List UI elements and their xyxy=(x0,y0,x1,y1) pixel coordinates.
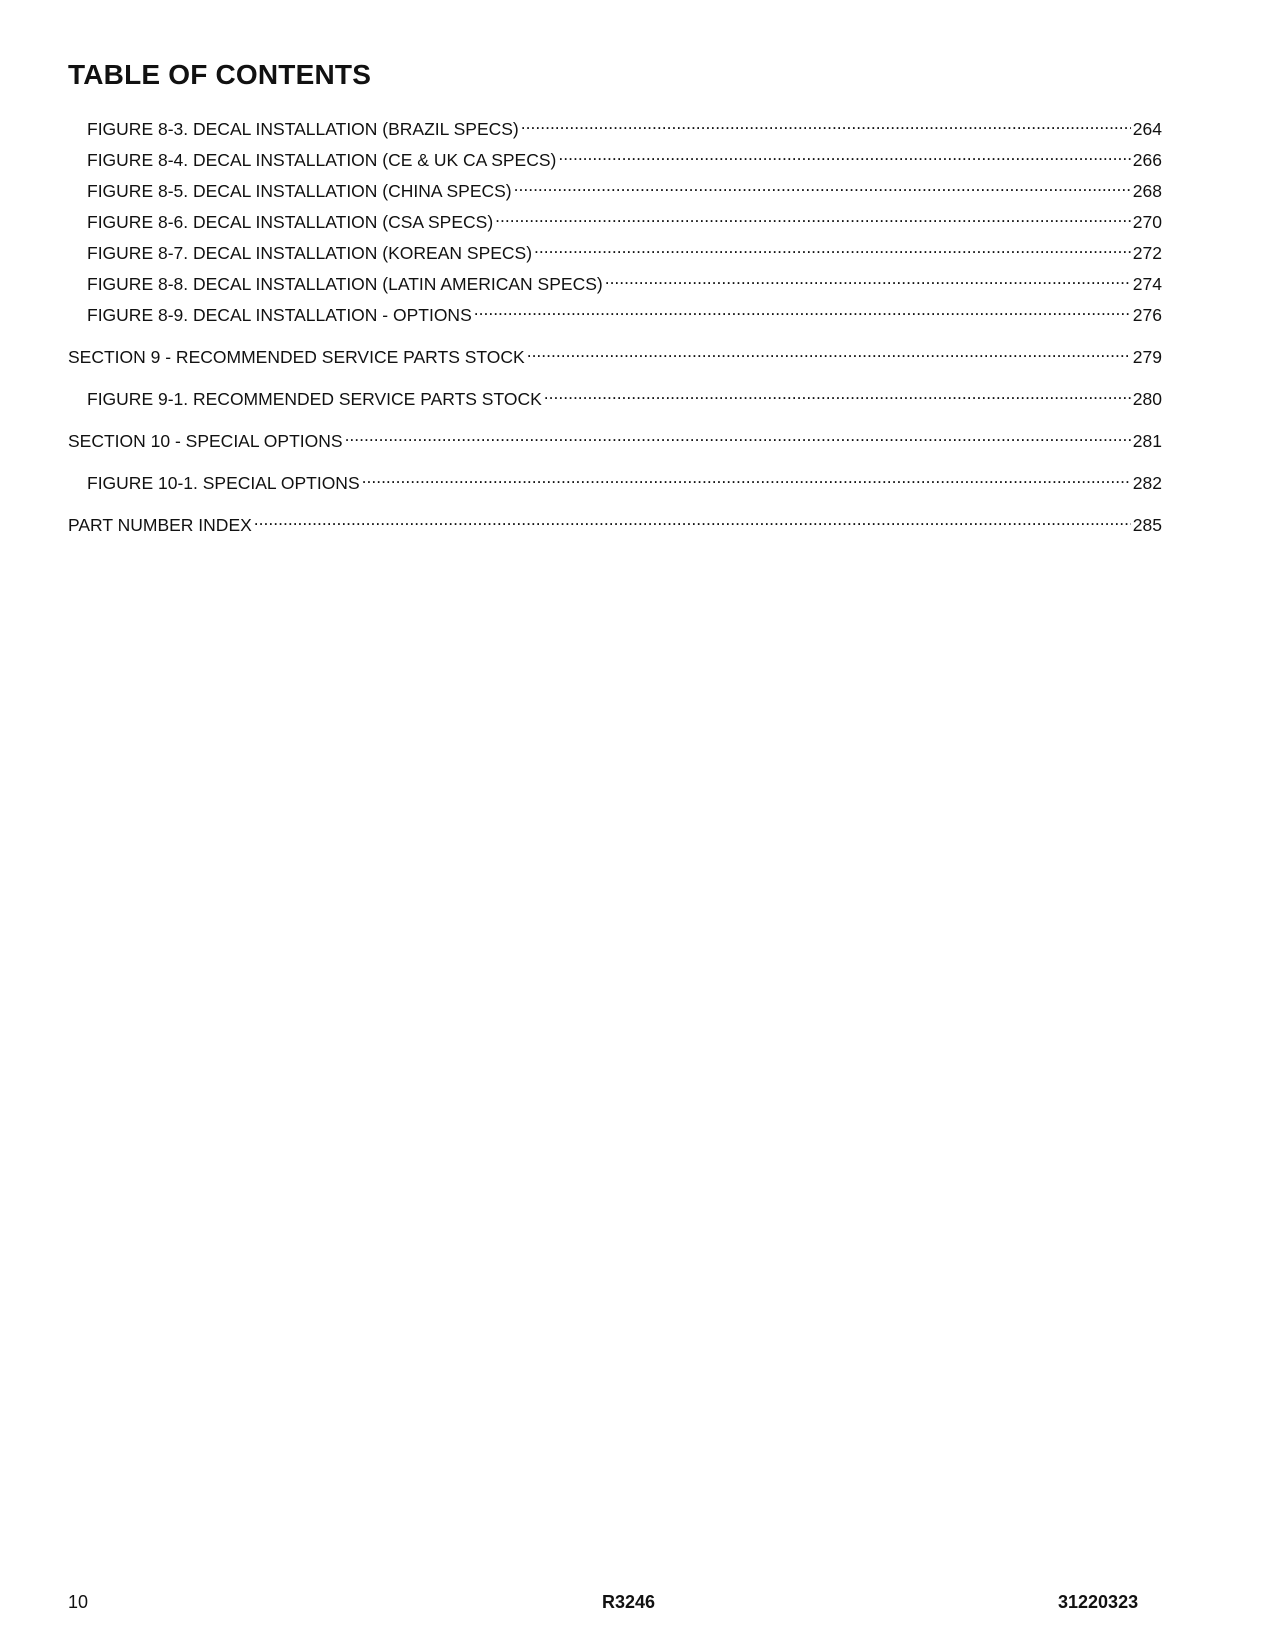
toc-entry-label: FIGURE 9-1. RECOMMENDED SERVICE PARTS STOCK xyxy=(87,389,542,409)
toc-entry-page: 266 xyxy=(1132,150,1162,170)
toc-dot-leader xyxy=(605,268,1131,290)
toc-dot-leader xyxy=(474,299,1131,321)
toc-entry-label: FIGURE 10-1. SPECIAL OPTIONS xyxy=(87,473,360,493)
toc-entry-label: FIGURE 8-3. DECAL INSTALLATION (BRAZIL SPECS) xyxy=(87,119,519,139)
page-title: TABLE OF CONTENTS xyxy=(68,59,372,90)
toc-entry-page: 282 xyxy=(1132,473,1162,493)
toc-dot-leader xyxy=(521,113,1131,135)
toc-entry-page: 279 xyxy=(1132,347,1162,367)
toc-entry-label: SECTION 9 - RECOMMENDED SERVICE PARTS STOCK xyxy=(68,347,525,367)
toc-entry-page: 281 xyxy=(1132,431,1162,451)
toc-entry-page: 274 xyxy=(1132,274,1162,294)
toc-entry-page: 280 xyxy=(1132,389,1162,409)
toc-section-entry[interactable] xyxy=(68,509,1162,535)
toc-dot-leader xyxy=(527,341,1131,363)
toc-dot-leader xyxy=(514,175,1131,197)
toc-entry-label: PART NUMBER INDEX xyxy=(68,515,252,535)
toc-entry[interactable] xyxy=(87,299,1162,325)
toc-entry[interactable] xyxy=(87,467,1162,493)
toc-dot-leader xyxy=(345,425,1131,447)
toc-entry[interactable] xyxy=(87,206,1162,232)
toc-section-entry[interactable] xyxy=(68,425,1162,451)
toc-entry-page: 276 xyxy=(1132,305,1162,325)
toc-dot-leader xyxy=(362,467,1131,489)
toc-dot-leader xyxy=(558,144,1130,166)
toc-entry-page: 270 xyxy=(1132,212,1162,232)
toc-dot-leader xyxy=(534,237,1131,259)
toc-entry[interactable] xyxy=(87,237,1162,263)
toc-entry-label: FIGURE 8-7. DECAL INSTALLATION (KOREAN SPECS) xyxy=(87,243,533,263)
toc-entry[interactable] xyxy=(87,268,1162,294)
footer-model: R3246 xyxy=(602,1592,656,1612)
toc-entry-page: 272 xyxy=(1132,243,1162,263)
toc-entry[interactable] xyxy=(87,175,1162,201)
footer-doc-number: 31220323 xyxy=(1058,1592,1139,1612)
toc-entry-label: FIGURE 8-8. DECAL INSTALLATION (LATIN AMERICAN SPECS) xyxy=(87,274,603,294)
toc-entry[interactable] xyxy=(87,383,1162,409)
toc-section-entry[interactable] xyxy=(68,341,1162,367)
toc-dot-leader xyxy=(544,383,1131,405)
toc-entry-label: FIGURE 8-6. DECAL INSTALLATION (CSA SPECS) xyxy=(87,212,494,232)
toc-entry-label: FIGURE 8-5. DECAL INSTALLATION (CHINA SPECS) xyxy=(87,181,512,201)
toc-entry-page: 264 xyxy=(1132,119,1162,139)
toc-dot-leader xyxy=(495,206,1131,228)
toc-entry-label: SECTION 10 - SPECIAL OPTIONS xyxy=(68,431,343,451)
toc-entry-page: 285 xyxy=(1132,515,1162,535)
toc-entry[interactable] xyxy=(87,113,1162,139)
toc-list xyxy=(0,0,1275,600)
toc-entry[interactable] xyxy=(87,144,1162,170)
footer-page-number: 10 xyxy=(68,1592,89,1612)
toc-entry-label: FIGURE 8-4. DECAL INSTALLATION (CE & UK CA SPECS) xyxy=(87,150,557,170)
toc-dot-leader xyxy=(254,509,1131,531)
toc-entry-label: FIGURE 8-9. DECAL INSTALLATION - OPTIONS xyxy=(87,305,472,325)
toc-entry-page: 268 xyxy=(1132,181,1162,201)
